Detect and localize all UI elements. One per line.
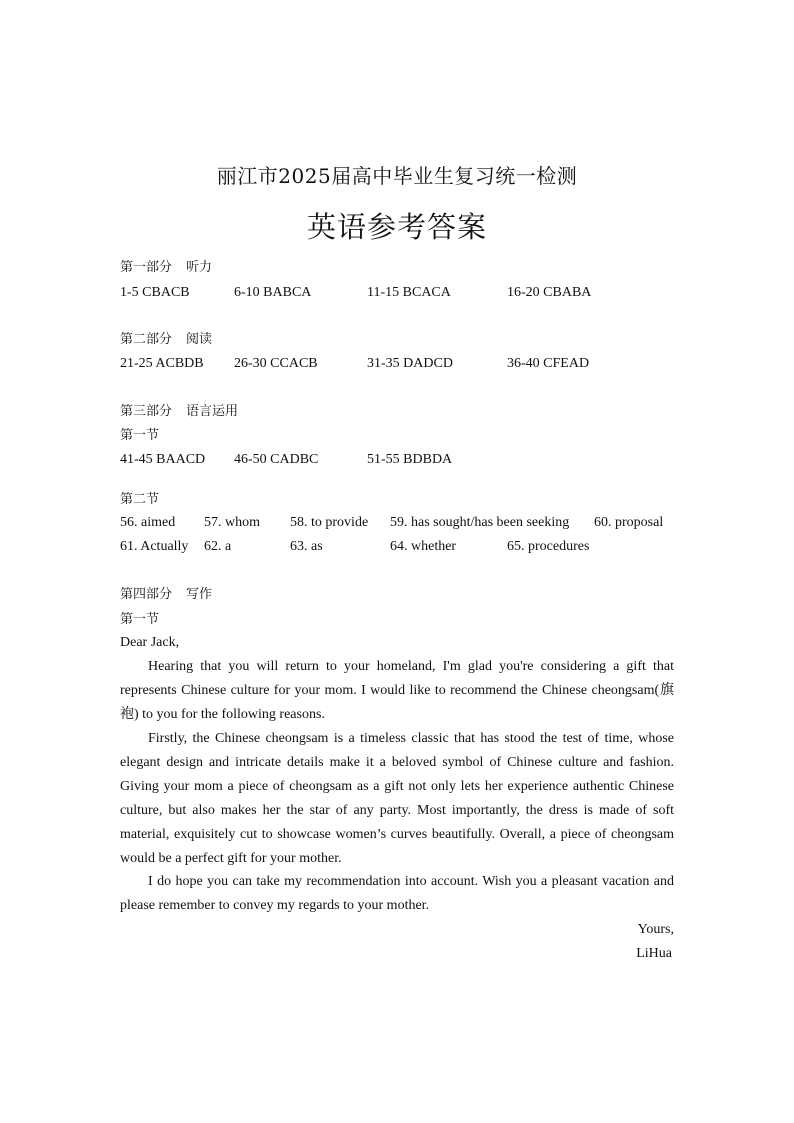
part1-answers xyxy=(0,284,794,302)
letter-paragraph-3: I do hope you can take my recommendation into account. Wish you a pleasant vacation and please remember to convey my regards to your mother. xyxy=(120,874,674,913)
answer-group: 46-50 CADBC xyxy=(234,452,319,467)
answer-group: 41-45 BAACD xyxy=(120,452,206,467)
part4-name: 写作 xyxy=(186,587,213,602)
letter-closing: Yours, xyxy=(637,922,674,937)
answer-group: 16-20 CBABA xyxy=(507,285,592,300)
fill-answer: 63. as xyxy=(290,539,323,554)
part2-answers xyxy=(0,355,794,373)
fill-answer: 58. to provide xyxy=(290,515,369,530)
answer-group: 51-55 BDBDA xyxy=(367,452,453,467)
fill-answer: 62. a xyxy=(204,539,232,554)
part3-section2-row1 xyxy=(0,514,794,532)
fill-answer: 56. aimed xyxy=(120,515,176,530)
answer-group: 31-35 DADCD xyxy=(367,356,453,371)
part4-section1-label: 第一节 xyxy=(120,612,160,627)
part1-heading xyxy=(120,259,212,277)
answer-group: 11-15 BCACA xyxy=(367,285,451,300)
fill-answer: 59. has sought/has been seeking xyxy=(390,515,570,530)
part3-section1-answers xyxy=(0,451,794,469)
part3-label: 第三部分 xyxy=(120,404,173,419)
part1-name: 听力 xyxy=(186,260,213,275)
part3-section1-label: 第一节 xyxy=(120,428,160,443)
fill-answer: 64. whether xyxy=(390,539,457,554)
fill-answer: 60. proposal xyxy=(594,515,664,530)
part3-section2-label: 第二节 xyxy=(120,492,160,507)
letter-paragraph-2: Firstly, the Chinese cheongsam is a timeless classic that has stood the test of time, whose elegant design and intricate details make it a beloved symbol of Chinese culture and fashion. Giving your mom a piece of cheongsam as a gift not only lets her experience authentic Chinese culture, but also makes her the star of any party. Most importantly, the dress is made of soft material, exquisitely cut to showcase women’s curves beautifully. Overall, a piece of cheongsam would be a perfect gift for your mother. xyxy=(120,731,674,866)
part2-label: 第二部分 xyxy=(120,332,173,347)
part4-label: 第四部分 xyxy=(120,587,173,602)
letter-greeting: Dear Jack, xyxy=(120,635,180,650)
answer-group: 36-40 CFEAD xyxy=(507,356,590,371)
part3-section2-row2 xyxy=(0,538,794,556)
letter-signature: LiHua xyxy=(636,946,672,961)
answer-group: 6-10 BABCA xyxy=(234,285,312,300)
part3-heading xyxy=(120,403,238,421)
part4-heading xyxy=(120,586,212,604)
answer-group: 1-5 CBACB xyxy=(120,285,190,300)
exam-title: 丽江市2025届高中毕业生复习统一检测 xyxy=(216,164,578,188)
answer-group: 26-30 CCACB xyxy=(234,356,318,371)
part2-name: 阅读 xyxy=(186,332,213,347)
part1-label: 第一部分 xyxy=(120,260,173,275)
answer-group: 21-25 ACBDB xyxy=(120,356,204,371)
fill-answer: 57. whom xyxy=(204,515,260,530)
part2-heading xyxy=(120,331,212,349)
letter-paragraph-1: Hearing that you will return to your homeland, I'm glad you're considering a gift that represents Chinese culture for your mom. I would like to recommend the Chinese cheongsam(旗袍) to you for the following reasons. xyxy=(120,659,674,722)
page-title: 英语参考答案 xyxy=(306,210,487,244)
fill-answer: 61. Actually xyxy=(120,539,189,554)
part3-name: 语言运用 xyxy=(186,404,239,419)
fill-answer: 65. procedures xyxy=(507,539,590,554)
